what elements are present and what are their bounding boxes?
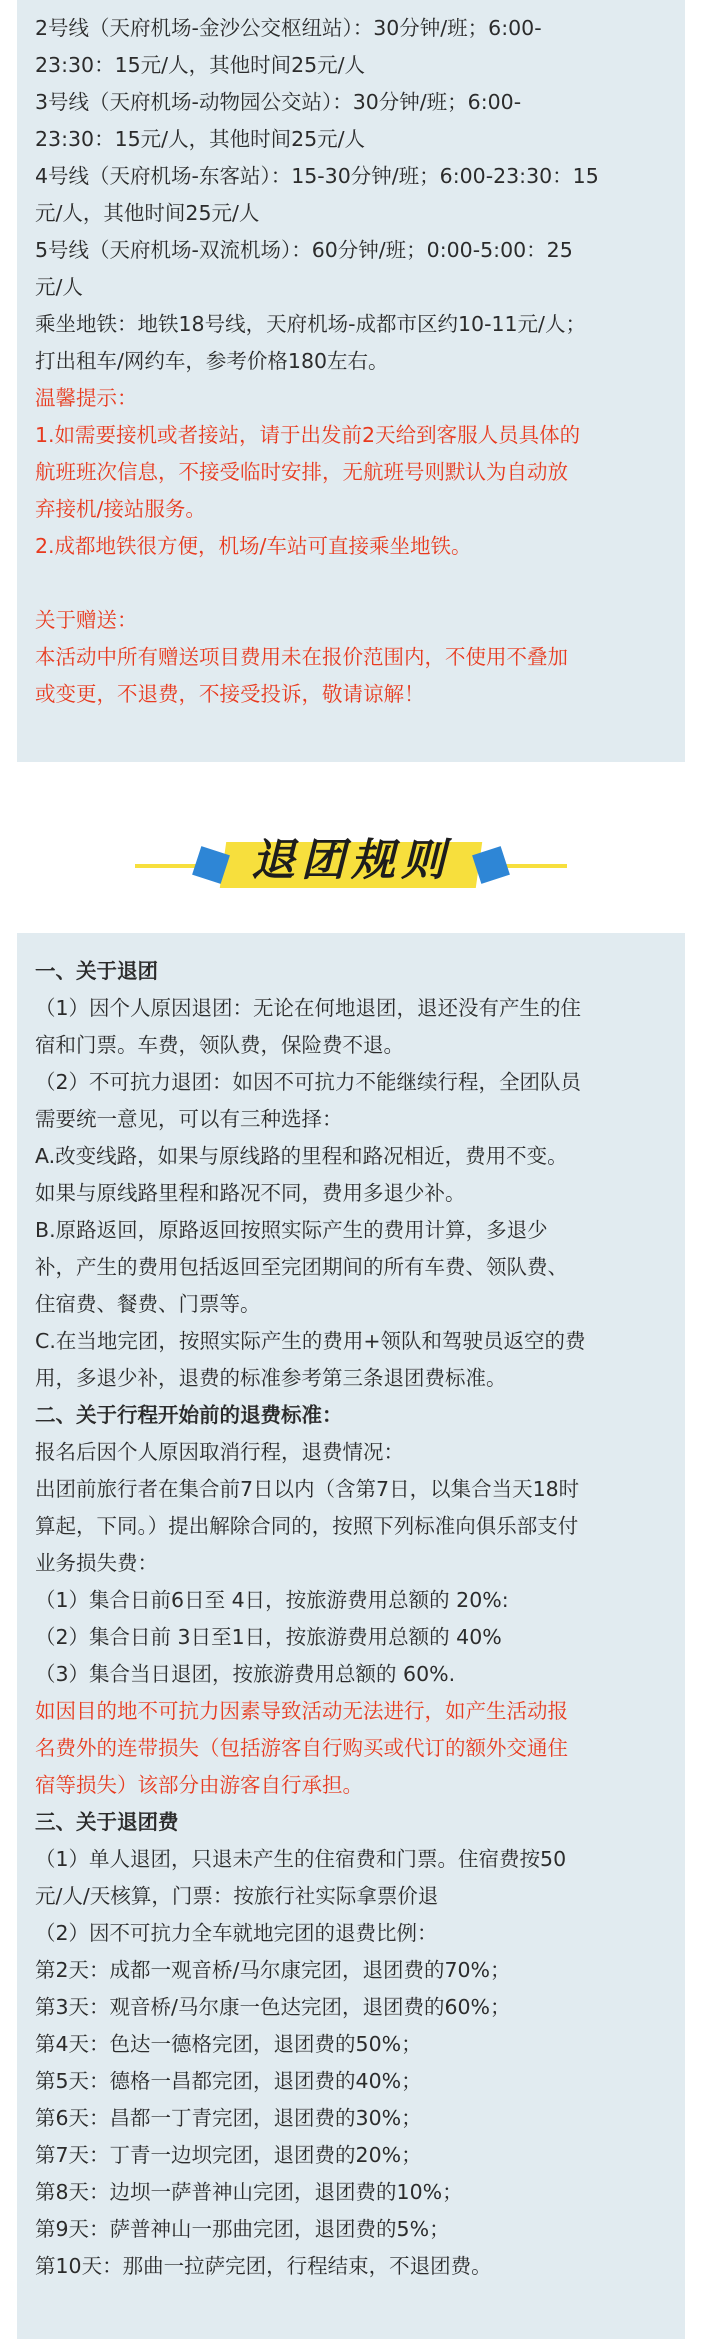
warning-line: 名费外的连带损失（包括游客自行购买或代订的额外交通住: [35, 1736, 568, 1760]
gift-title: 关于赠送：: [35, 608, 138, 632]
reminder-title: 温馨提示：: [35, 386, 138, 410]
section-heading: 三、关于退团费: [35, 1810, 179, 1834]
transport-line: 2号线（天府机场-金沙公交枢纽站）：30分钟/班；6:00-: [35, 16, 542, 40]
rule-line: 算起，下同。）提出解除合同的，按照下列标准向俱乐部支付: [35, 1514, 579, 1538]
reminder-line: 弃接机/接站服务。: [35, 497, 206, 521]
warning-line: 如因目的地不可抗力因素导致活动无法进行，如产生活动报: [35, 1699, 568, 1723]
rule-line: （3）集合当日退团，按旅游费用总额的 60%.: [35, 1662, 456, 1686]
rule-line: 出团前旅行者在集合前7日以内（含第7日，以集合当天18时: [35, 1477, 580, 1501]
rule-line: 第5天：德格一昌都完团，退团费的40%；: [35, 2069, 422, 2093]
transport-line: 元/人，其他时间25元/人: [35, 201, 260, 225]
rule-line: 第6天：昌都一丁青完团，退团费的30%；: [35, 2106, 422, 2130]
transport-line: 打出租车/网约车，参考价格180左右。: [35, 349, 389, 373]
gift-line: 或变更，不退费，不接受投诉，敬请谅解！: [35, 682, 425, 706]
rule-line: （1）因个人原因退团：无论在何地退团，退还没有产生的住: [35, 996, 582, 1020]
rule-line: 第8天：边坝一萨普神山完团，退团费的10%；: [35, 2180, 463, 2204]
transport-info-panel: [17, 0, 685, 762]
rule-line: 业务损失费：: [35, 1551, 158, 1575]
transport-line: 23:30：15元/人，其他时间25元/人: [35, 53, 366, 77]
rule-line: 第7天：丁青一边坝完团，退团费的20%；: [35, 2143, 422, 2167]
rule-line: 第3天：观音桥/马尔康一色达完团，退团费的60%；: [35, 1995, 511, 2019]
section-heading: 二、关于行程开始前的退费标准：: [35, 1403, 343, 1427]
rule-line: （2）集合日前 3日至1日，按旅游费用总额的 40%: [35, 1625, 502, 1649]
rule-line: 元/人/天核算，门票：按旅行社实际拿票价退: [35, 1884, 439, 1908]
reminder-line: 航班班次信息，不接受临时安排，无航班号则默认为自动放: [35, 460, 568, 484]
rule-line: （1）集合日前6日至 4日，按旅游费用总额的 20%:: [35, 1588, 509, 1612]
gift-line: 本活动中所有赠送项目费用未在报价范围内，不使用不叠加: [35, 645, 568, 669]
transport-line: 23:30：15元/人，其他时间25元/人: [35, 127, 366, 151]
rule-line: 第9天：萨普神山一那曲完团，退团费的5%；: [35, 2217, 450, 2241]
rule-line: 宿和门票。车费，领队费，保险费不退。: [35, 1033, 404, 1057]
transport-line: 乘坐地铁：地铁18号线，天府机场-成都市区约10-11元/人；: [35, 312, 586, 336]
rule-line: （2）不可抗力退团：如因不可抗力不能继续行程，全团队员: [35, 1070, 582, 1094]
transport-line: 3号线（天府机场-动物园公交站）：30分钟/班；6:00-: [35, 90, 522, 114]
rule-line: 用，多退少补，退费的标准参考第三条退团费标准。: [35, 1366, 507, 1390]
section-banner: [0, 820, 702, 910]
rule-line: B.原路返回，原路返回按照实际产生的费用计算，多退少: [35, 1218, 548, 1242]
rule-line: 住宿费、餐费、门票等。: [35, 1292, 261, 1316]
rule-line: 第4天：色达一德格完团，退团费的50%；: [35, 2032, 422, 2056]
transport-line: 5号线（天府机场-双流机场）：60分钟/班；0:00-5:00：25: [35, 238, 573, 262]
rule-line: C.在当地完团，按照实际产生的费用+领队和驾驶员返空的费: [35, 1329, 586, 1353]
rule-line: （1）单人退团，只退未产生的住宿费和门票。住宿费按50: [35, 1847, 567, 1871]
refund-rules-panel: [17, 933, 685, 2339]
banner-title: 退团规则: [251, 835, 451, 886]
rule-line: 第2天：成都一观音桥/马尔康完团，退团费的70%；: [35, 1958, 511, 1982]
reminder-line: 1.如需要接机或者接站，请于出发前2天给到客服人员具体的: [35, 423, 581, 447]
rule-line: 如果与原线路里程和路况不同，费用多退少补。: [35, 1181, 466, 1205]
rule-line: 报名后因个人原因取消行程，退费情况：: [35, 1440, 404, 1464]
rule-line: 补，产生的费用包括返回至完团期间的所有车费、领队费、: [35, 1255, 568, 1279]
rule-line: 需要统一意见，可以有三种选择：: [35, 1107, 343, 1131]
reminder-line: 2.成都地铁很方便，机场/车站可直接乘坐地铁。: [35, 534, 472, 558]
transport-line: 4号线（天府机场-东客站）：15-30分钟/班；6:00-23:30：15: [35, 164, 599, 188]
spacer: [35, 565, 667, 602]
rule-line: 第10天：那曲一拉萨完团，行程结束，不退团费。: [35, 2254, 492, 2278]
section-heading: 一、关于退团: [35, 959, 158, 983]
warning-line: 宿等损失）该部分由游客自行承担。: [35, 1773, 363, 1797]
transport-line: 元/人: [35, 275, 83, 299]
rule-line: （2）因不可抗力全车就地完团的退费比例：: [35, 1921, 438, 1945]
rule-line: A.改变线路，如果与原线路的里程和路况相近，费用不变。: [35, 1144, 568, 1168]
